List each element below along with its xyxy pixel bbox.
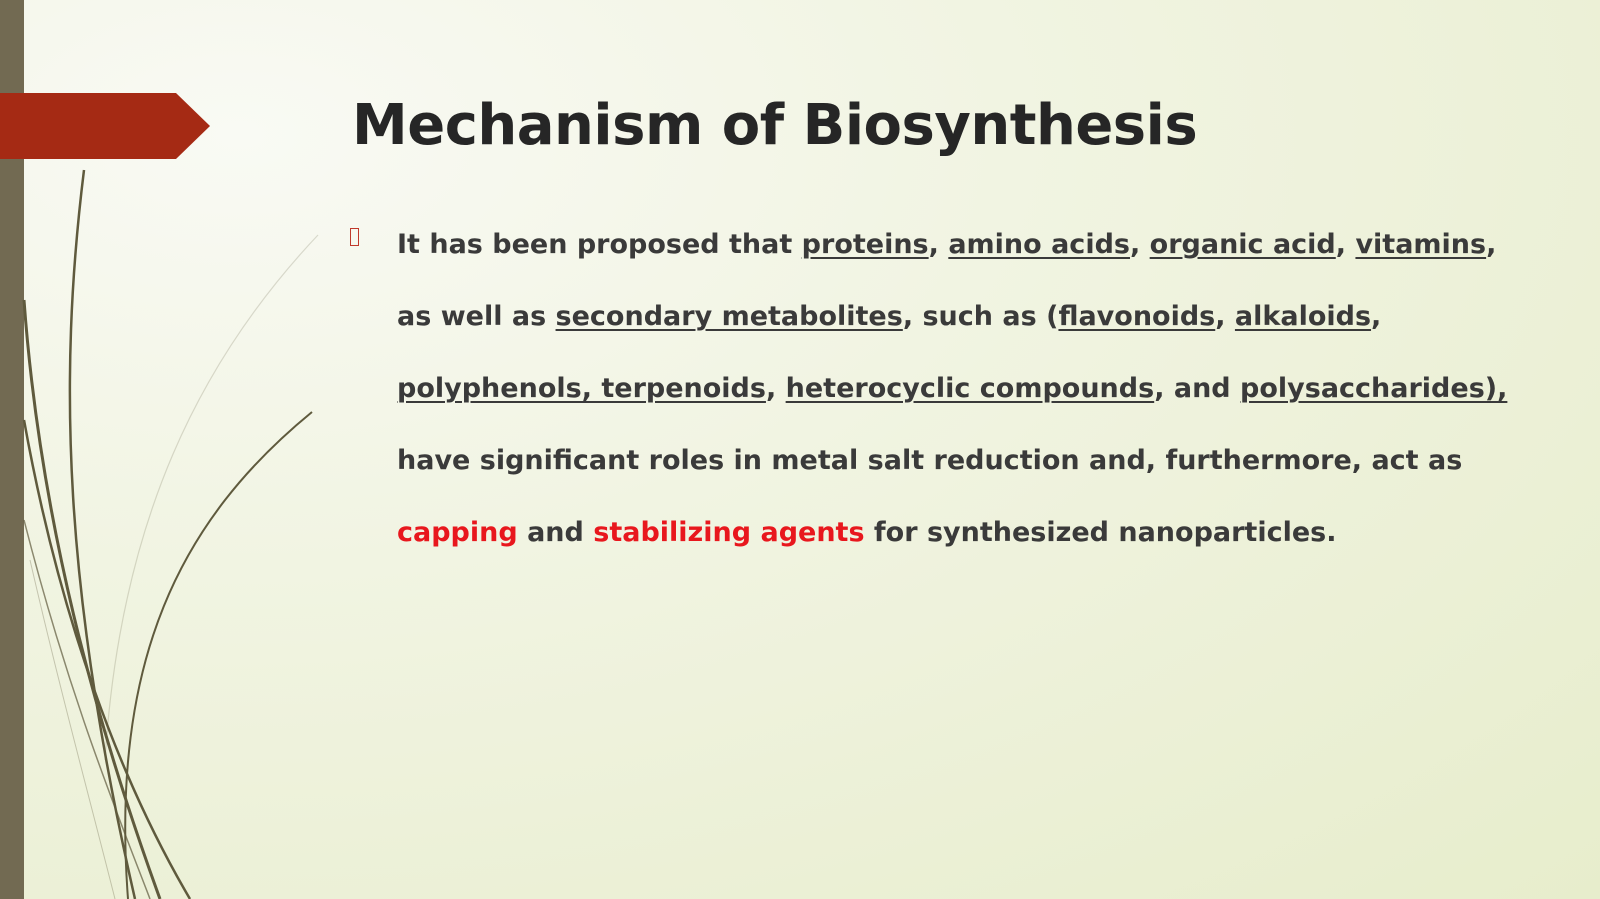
- highlighted-term: capping: [397, 517, 518, 548]
- paragraph-line: [397, 353, 1532, 425]
- hyperlink-term[interactable]: amino acids: [948, 229, 1130, 260]
- hyperlink-term[interactable]: organic acid: [1149, 229, 1336, 260]
- paragraph-line: [397, 425, 1532, 497]
- text-segment: It has been proposed that: [397, 229, 802, 260]
- paragraph-line: [397, 209, 1532, 281]
- paragraph-line: [397, 497, 1532, 569]
- text-segment: have significant roles in metal salt reduction and, furthermore, act as: [397, 445, 1463, 476]
- hyperlink-term[interactable]: secondary metabolites: [555, 301, 903, 332]
- hyperlink-term[interactable]: polyphenols, terpenoids: [397, 373, 766, 404]
- text-segment: ,: [1371, 301, 1382, 332]
- text-segment: ,: [765, 373, 786, 404]
- paragraph-line: [397, 281, 1532, 353]
- hyperlink-term[interactable]: heterocyclic compounds: [785, 373, 1155, 404]
- slide-title: Mechanism of Biosynthesis: [352, 93, 1198, 158]
- text-segment: ,: [928, 229, 949, 260]
- hyperlink-term[interactable]: alkaloids: [1234, 301, 1372, 332]
- highlighted-term: stabilizing agents: [593, 517, 865, 548]
- text-segment: ,: [1335, 229, 1356, 260]
- text-segment: ,: [1215, 301, 1235, 332]
- hyperlink-term[interactable]: flavonoids: [1058, 301, 1216, 332]
- title-arrow-tab: [0, 93, 210, 159]
- hyperlink-term[interactable]: polysaccharides),: [1240, 373, 1508, 404]
- bullet-square-icon: [350, 228, 359, 246]
- text-segment: for synthesized nanoparticles.: [864, 517, 1337, 548]
- text-segment: ,: [1486, 229, 1497, 260]
- text-segment: and: [517, 517, 594, 548]
- bullet-paragraph: [397, 209, 1532, 569]
- hyperlink-term[interactable]: proteins: [801, 229, 929, 260]
- hyperlink-term[interactable]: vitamins: [1355, 229, 1487, 260]
- text-segment: ,: [1129, 229, 1150, 260]
- text-segment: as well as: [397, 301, 556, 332]
- text-segment: , and: [1154, 373, 1241, 404]
- text-segment: , such as (: [902, 301, 1059, 332]
